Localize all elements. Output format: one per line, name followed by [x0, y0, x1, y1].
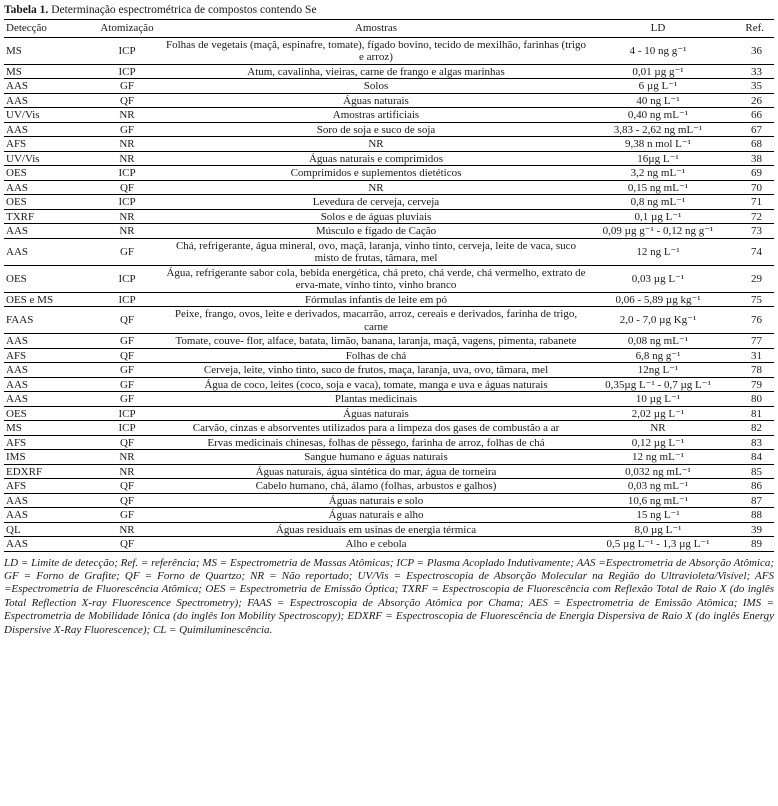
cell-atomizacao: ICP: [90, 292, 164, 307]
cell-amostras: Tomate, couve- flor, alface, batata, limão, banana, laranja, maçã, vagens, pimenta, rabanete: [164, 334, 588, 349]
cell-amostras: Águas residuais em usinas de energia térmica: [164, 522, 588, 537]
table-label: Tabela 1.: [4, 4, 49, 16]
cell-amostras: Chá, refrigerante, água mineral, ovo, maçã, laranja, vinho tinto, cerveja, leite de vaca, suco misto de frutas, tâmara, mel: [164, 238, 588, 265]
cell-deteccao: AFS: [4, 348, 90, 363]
cell-amostras: Águas naturais e alho: [164, 508, 588, 523]
cell-deteccao: AAS: [4, 508, 90, 523]
cell-amostras: Águas naturais, água sintética do mar, água de torneira: [164, 464, 588, 479]
cell-atomizacao: GF: [90, 122, 164, 137]
cell-deteccao: OES: [4, 195, 90, 210]
cell-ref: 35: [728, 79, 774, 94]
cell-amostras: Fórmulas infantis de leite em pó: [164, 292, 588, 307]
table-row: [4, 180, 774, 195]
table-row: [4, 209, 774, 224]
cell-ld: 0,032 ng mL⁻¹: [588, 464, 728, 479]
cell-amostras: Águas naturais: [164, 406, 588, 421]
cell-atomizacao: NR: [90, 209, 164, 224]
cell-ld: 40 ng L⁻¹: [588, 93, 728, 108]
header-deteccao: Detecção: [4, 20, 90, 38]
cell-amostras: Águas naturais e comprimidos: [164, 151, 588, 166]
table-row: [4, 464, 774, 479]
cell-deteccao: MS: [4, 421, 90, 436]
cell-amostras: Cabelo humano, chá, álamo (folhas, arbustos e galhos): [164, 479, 588, 494]
cell-ld: 12ng L⁻¹: [588, 363, 728, 378]
table-row: [4, 238, 774, 265]
cell-deteccao: IMS: [4, 450, 90, 465]
cell-deteccao: AAS: [4, 377, 90, 392]
cell-atomizacao: GF: [90, 238, 164, 265]
cell-amostras: Levedura de cerveja, cerveja: [164, 195, 588, 210]
table-row: [4, 292, 774, 307]
cell-deteccao: AAS: [4, 537, 90, 552]
cell-amostras: Peixe, frango, ovos, leite e derivados, macarrão, arroz, cereais e derivados, farinha de trigo, carne: [164, 307, 588, 334]
cell-atomizacao: ICP: [90, 195, 164, 210]
cell-atomizacao: GF: [90, 334, 164, 349]
cell-ld: 0,40 ng mL⁻¹: [588, 108, 728, 123]
cell-ld: 12 ng mL⁻¹: [588, 450, 728, 465]
cell-ref: 84: [728, 450, 774, 465]
table-row: [4, 195, 774, 210]
table-row: [4, 406, 774, 421]
table-row: [4, 166, 774, 181]
cell-ld: 10 µg L⁻¹: [588, 392, 728, 407]
cell-deteccao: AAS: [4, 180, 90, 195]
cell-atomizacao: NR: [90, 108, 164, 123]
cell-ref: 79: [728, 377, 774, 392]
table-row: [4, 348, 774, 363]
cell-atomizacao: ICP: [90, 421, 164, 436]
cell-ref: 82: [728, 421, 774, 436]
cell-ref: 77: [728, 334, 774, 349]
cell-deteccao: AAS: [4, 363, 90, 378]
cell-ref: 75: [728, 292, 774, 307]
cell-deteccao: OES: [4, 166, 90, 181]
cell-atomizacao: ICP: [90, 265, 164, 292]
cell-atomizacao: QF: [90, 180, 164, 195]
cell-deteccao: QL: [4, 522, 90, 537]
table-row: [4, 37, 774, 64]
cell-ref: 87: [728, 493, 774, 508]
cell-ref: 39: [728, 522, 774, 537]
cell-ref: 68: [728, 137, 774, 152]
cell-ref: 88: [728, 508, 774, 523]
cell-ld: 0,35µg L⁻¹ - 0,7 µg L⁻¹: [588, 377, 728, 392]
cell-atomizacao: GF: [90, 508, 164, 523]
header-ld: LD: [588, 20, 728, 38]
cell-amostras: Água, refrigerante sabor cola, bebida energética, chá preto, chá verde, chá vermelho, extrato de erva-mate, vinho tinto, vinho branco: [164, 265, 588, 292]
cell-ld: 0,12 µg L⁻¹: [588, 435, 728, 450]
cell-ref: 73: [728, 224, 774, 239]
table-row: [4, 334, 774, 349]
cell-ld: 0,1 µg L⁻¹: [588, 209, 728, 224]
cell-ref: 71: [728, 195, 774, 210]
cell-amostras: Cerveja, leite, vinho tinto, suco de frutos, maça, laranja, uva, ovo, tâmara, mel: [164, 363, 588, 378]
cell-amostras: Carvão, cinzas e absorventes utilizados para a limpeza dos gases de combustão a ar: [164, 421, 588, 436]
table-row: [4, 479, 774, 494]
cell-atomizacao: QF: [90, 348, 164, 363]
cell-ref: 72: [728, 209, 774, 224]
cell-atomizacao: QF: [90, 479, 164, 494]
cell-amostras: Águas naturais: [164, 93, 588, 108]
table-row: [4, 421, 774, 436]
cell-deteccao: AAS: [4, 79, 90, 94]
cell-amostras: Sangue humano e águas naturais: [164, 450, 588, 465]
cell-deteccao: AAS: [4, 493, 90, 508]
cell-ld: 10,6 ng mL⁻¹: [588, 493, 728, 508]
cell-deteccao: FAAS: [4, 307, 90, 334]
cell-amostras: Água de coco, leites (coco, soja e vaca), tomate, manga e uva e águas naturais: [164, 377, 588, 392]
cell-ref: 83: [728, 435, 774, 450]
table-row: [4, 450, 774, 465]
table-row: [4, 522, 774, 537]
cell-amostras: Músculo e fígado de Cação: [164, 224, 588, 239]
cell-atomizacao: NR: [90, 137, 164, 152]
cell-ref: 80: [728, 392, 774, 407]
cell-deteccao: AAS: [4, 122, 90, 137]
table-title: Determinação espectrométrica de compostos contendo Se: [51, 4, 317, 16]
cell-ld: 0,8 ng mL⁻¹: [588, 195, 728, 210]
cell-ld: 16µg L⁻¹: [588, 151, 728, 166]
cell-amostras: NR: [164, 180, 588, 195]
cell-amostras: Amostras artificiais: [164, 108, 588, 123]
cell-ref: 86: [728, 479, 774, 494]
cell-deteccao: AAS: [4, 334, 90, 349]
cell-ref: 31: [728, 348, 774, 363]
cell-ld: 4 - 10 ng g⁻¹: [588, 37, 728, 64]
cell-atomizacao: GF: [90, 377, 164, 392]
cell-ld: 12 ng L⁻¹: [588, 238, 728, 265]
cell-amostras: Alho e cebola: [164, 537, 588, 552]
table-row: [4, 363, 774, 378]
table-row: [4, 307, 774, 334]
cell-ld: 0,08 ng mL⁻¹: [588, 334, 728, 349]
cell-deteccao: AAS: [4, 238, 90, 265]
cell-ld: NR: [588, 421, 728, 436]
cell-deteccao: AAS: [4, 93, 90, 108]
cell-ref: 85: [728, 464, 774, 479]
table-row: [4, 108, 774, 123]
cell-atomizacao: GF: [90, 392, 164, 407]
cell-ref: 81: [728, 406, 774, 421]
cell-ref: 78: [728, 363, 774, 378]
cell-deteccao: AFS: [4, 137, 90, 152]
cell-deteccao: TXRF: [4, 209, 90, 224]
cell-atomizacao: NR: [90, 151, 164, 166]
cell-ld: 0,5 µg L⁻¹ - 1,3 µg L⁻¹: [588, 537, 728, 552]
cell-ld: 6 µg L⁻¹: [588, 79, 728, 94]
cell-ld: 3,83 - 2,62 ng mL⁻¹: [588, 122, 728, 137]
cell-deteccao: MS: [4, 64, 90, 79]
table-header-row: [4, 20, 774, 38]
table-row: [4, 64, 774, 79]
cell-amostras: Solos: [164, 79, 588, 94]
cell-ld: 9,38 n mol L⁻¹: [588, 137, 728, 152]
table-row: [4, 79, 774, 94]
table-row: [4, 537, 774, 552]
cell-amostras: Plantas medicinais: [164, 392, 588, 407]
table-legend: LD = Limite de detecção; Ref. = referência; MS = Espectrometria de Massas Atômicas; ICP = Plasma Acoplado Indutivamente; AAS =Espectrometria de Absorção Atômica; GF = Forno de Grafite; QF = Forno de Quartzo; NR = Não reportado; UV/Vis = Espectroscopia de Absorção Molecular na Região do Ultravioleta/Visível; AFS =Espectrometria de Fluorescência Atômica; OES = Espectrometria de Emissão Óptica; TXRF = Espectroscopia de Fluorescência com Reflexão Total de Raio X (do inglês Total Reflection X-ray Fluorescence Spectrometry); FAAS = Espectroscopia de Absorção Atômica por Chama; AES = Espectrometria de Emissão Atômica; IMS = Espectrometria de Mobilidade Iônica (do inglês Ion Mobility Spectroscopy); EDXRF = Espectroscopia de Fluorescência de Energia Dispersiva de Raio X (do inglês Energy Dispersive X-Ray Fluorescence); CL = Quimiluminescência.: [4, 556, 774, 636]
cell-deteccao: OES: [4, 406, 90, 421]
header-amostras: Amostras: [164, 20, 588, 38]
cell-ref: 38: [728, 151, 774, 166]
cell-atomizacao: ICP: [90, 64, 164, 79]
cell-atomizacao: NR: [90, 464, 164, 479]
cell-ref: 76: [728, 307, 774, 334]
cell-ref: 66: [728, 108, 774, 123]
cell-atomizacao: NR: [90, 224, 164, 239]
cell-atomizacao: QF: [90, 93, 164, 108]
cell-deteccao: AFS: [4, 435, 90, 450]
table-row: [4, 93, 774, 108]
cell-atomizacao: GF: [90, 363, 164, 378]
cell-ld: 3,2 ng mL⁻¹: [588, 166, 728, 181]
table-row: [4, 224, 774, 239]
table-row: [4, 493, 774, 508]
cell-ld: 6,8 ng g⁻¹: [588, 348, 728, 363]
cell-atomizacao: NR: [90, 522, 164, 537]
cell-atomizacao: QF: [90, 493, 164, 508]
cell-ref: 26: [728, 93, 774, 108]
table-caption: [4, 3, 774, 19]
cell-ld: 8,0 µg L⁻¹: [588, 522, 728, 537]
cell-deteccao: OES: [4, 265, 90, 292]
cell-amostras: Águas naturais e solo: [164, 493, 588, 508]
cell-deteccao: AFS: [4, 479, 90, 494]
cell-amostras: Atum, cavalinha, vieiras, carne de frango e algas marinhas: [164, 64, 588, 79]
cell-deteccao: AAS: [4, 224, 90, 239]
cell-ref: 89: [728, 537, 774, 552]
cell-amostras: NR: [164, 137, 588, 152]
cell-deteccao: EDXRF: [4, 464, 90, 479]
cell-atomizacao: QF: [90, 537, 164, 552]
cell-ld: 0,09 µg g⁻¹ - 0,12 ng g⁻¹: [588, 224, 728, 239]
cell-ld: 2,0 - 7,0 µg Kg⁻¹: [588, 307, 728, 334]
cell-ref: 29: [728, 265, 774, 292]
cell-ld: 0,01 µg g⁻¹: [588, 64, 728, 79]
cell-amostras: Folhas de chá: [164, 348, 588, 363]
header-ref: Ref.: [728, 20, 774, 38]
cell-amostras: Folhas de vegetais (maçã, espinafre, tomate), fígado bovino, tecido de mexilhão, farinhas (trigo e arroz): [166, 38, 586, 63]
cell-atomizacao: ICP: [90, 406, 164, 421]
cell-deteccao: AAS: [4, 392, 90, 407]
cell-deteccao: MS: [4, 37, 90, 64]
table-row: [4, 435, 774, 450]
header-atomizacao: Atomização: [90, 20, 164, 38]
cell-ld: 2,02 µg L⁻¹: [588, 406, 728, 421]
cell-ld: 0,06 - 5,89 µg kg⁻¹: [588, 292, 728, 307]
se-compounds-table: [4, 19, 774, 552]
cell-atomizacao: NR: [90, 450, 164, 465]
cell-amostras: Ervas medicinais chinesas, folhas de pêssego, farinha de arroz, folhas de chá: [164, 435, 588, 450]
cell-amostras: Comprimidos e suplementos dietéticos: [164, 166, 588, 181]
cell-ld: 15 ng L⁻¹: [588, 508, 728, 523]
cell-amostras: Soro de soja e suco de soja: [164, 122, 588, 137]
cell-atomizacao: ICP: [90, 166, 164, 181]
cell-ld: 0,15 ng mL⁻¹: [588, 180, 728, 195]
table-row: [4, 122, 774, 137]
cell-atomizacao: QF: [90, 307, 164, 334]
cell-atomizacao: GF: [90, 79, 164, 94]
table-row: [4, 377, 774, 392]
table-body: [4, 37, 774, 551]
table-row: [4, 151, 774, 166]
table-row: [4, 392, 774, 407]
table-row: [4, 137, 774, 152]
cell-ref: 70: [728, 180, 774, 195]
cell-atomizacao: QF: [90, 435, 164, 450]
cell-ref: 67: [728, 122, 774, 137]
cell-ld: 0,03 ng mL⁻¹: [588, 479, 728, 494]
cell-atomizacao: ICP: [90, 37, 164, 64]
cell-ref: 69: [728, 166, 774, 181]
cell-ref: 74: [728, 238, 774, 265]
cell-ref: 36: [728, 37, 774, 64]
table-row: [4, 265, 774, 292]
table-row: [4, 508, 774, 523]
cell-deteccao: UV/Vis: [4, 151, 90, 166]
cell-amostras: Solos e de águas pluviais: [164, 209, 588, 224]
cell-deteccao: OES e MS: [4, 292, 90, 307]
cell-deteccao: UV/Vis: [4, 108, 90, 123]
cell-ld: 0,03 µg L⁻¹: [588, 265, 728, 292]
cell-ref: 33: [728, 64, 774, 79]
